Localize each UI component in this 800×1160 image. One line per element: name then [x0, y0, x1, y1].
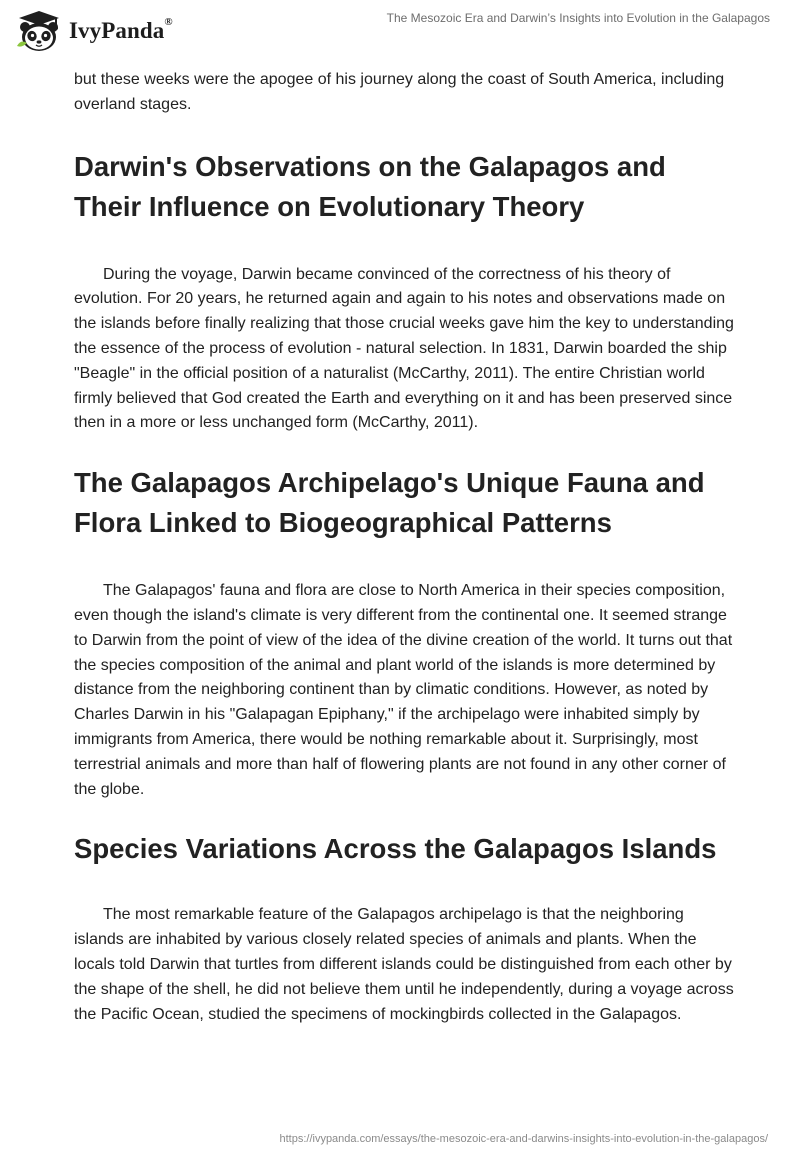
brand-name: IvyPanda®	[69, 16, 173, 43]
source-url[interactable]: https://ivypanda.com/essays/the-mesozoic-era-and-darwins-insights-into-evolution-in-the-galapagos/	[279, 1133, 768, 1145]
panda-graduate-icon	[14, 10, 64, 52]
brand-logo[interactable]	[14, 10, 173, 52]
section-heading: The Galapagos Archipelago's Unique Fauna and Flora Linked to Biogeographical Patterns	[74, 467, 705, 539]
intro-paragraph: but these weeks were the apogee of his journey along the coast of South America, including overland stages.	[74, 71, 725, 113]
section-paragraph: The most remarkable feature of the Galapagos archipelago is that the neighboring islands are inhabited by various closely related species of animals and plants. When the locals told Darwin that turtles from different islands could be distinguished from each other by the shape of the shell, he did not believe them until he independently, during a voyage across the Pacific Ocean, studied the specimens of mockingbirds collected in the Galapagos.	[74, 906, 734, 1023]
section-heading: Darwin's Observations on the Galapagos and Their Influence on Evolutionary Theory	[74, 150, 666, 222]
essay-body	[74, 68, 734, 1027]
registered-mark: ®	[164, 16, 173, 28]
document-title: The Mesozoic Era and Darwin’s Insights into Evolution in the Galapagos	[386, 11, 770, 25]
page-header	[0, 0, 800, 60]
section-paragraph: The Galapagos' fauna and flora are close to North America in their species composition, even though the island's climate is very different from the continental one. It seemed strange to Darwin from the point of view of the idea of the divine creation of the world. It turns out that the species composition of the animal and plant world of the islands is more determined by distance from the neighboring continent than by climatic conditions. However, as noted by Charles Darwin in his "Galapagan Epiphany," if the archipelago were inhabited simply by immigrants from America, there would be nothing remarkable about it. Surprisingly, most terrestrial animals and more than half of flowering plants are not found in any other corner of the globe.	[74, 582, 733, 798]
section-paragraph: During the voyage, Darwin became convinced of the correctness of his theory of evolution. For 20 years, he returned again and again to his notes and observations made on the islands before finally realizing that those crucial weeks gave him the key to understanding the essence of the process of evolution - natural selection. In 1831, Darwin boarded the ship "Beagle" in the official position of a naturalist (McCarthy, 2011). The entire Christian world firmly believed that God created the Earth and everything on it and has been preserved since then in a more or less unchanged form (McCarthy, 2011).	[74, 265, 734, 432]
section-heading: Species Variations Across the Galapagos Islands	[74, 833, 717, 865]
